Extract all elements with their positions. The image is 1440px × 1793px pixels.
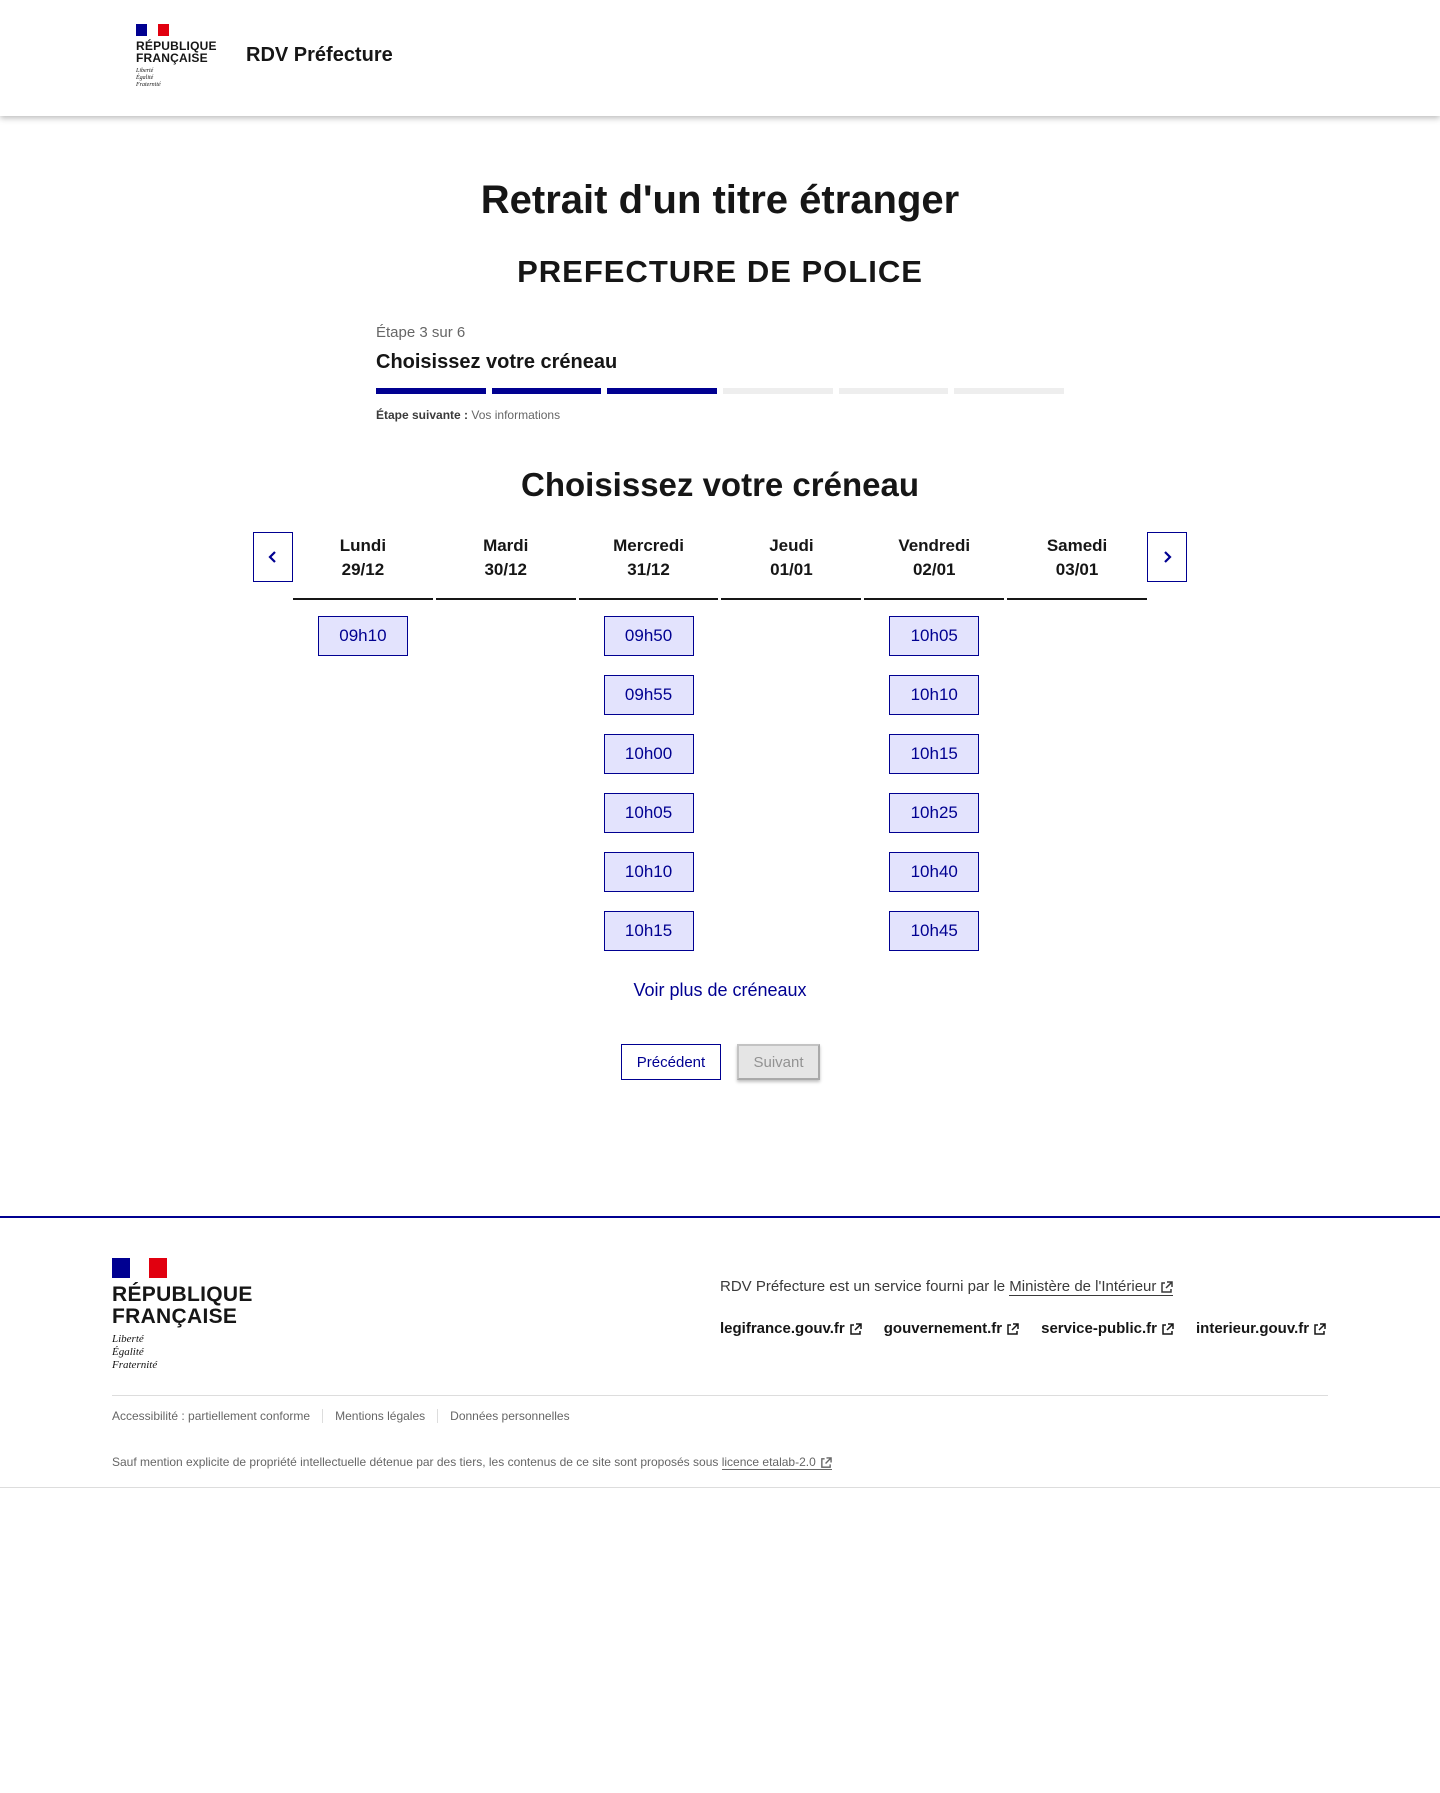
motto-liberte: Liberté <box>136 68 154 74</box>
motto-egalite: Égalité <box>136 75 154 81</box>
day-date: 01/01 <box>770 560 813 579</box>
footer-desc-text: RDV Préfecture est un service fourni par le <box>720 1278 1006 1295</box>
motto-fraternite: Fraternité <box>136 82 161 88</box>
day-column <box>436 532 576 951</box>
personal-data-link[interactable]: Données personnelles <box>450 1409 570 1423</box>
day-column <box>721 532 861 951</box>
step-count: Étape 3 sur 6 <box>376 324 466 341</box>
section-title: Choisissez votre créneau <box>521 466 919 503</box>
step-title: Choisissez votre créneau <box>376 351 618 373</box>
external-link-icon <box>1161 1323 1174 1336</box>
footer-logo[interactable] <box>112 1258 253 1372</box>
legal-mentions-link[interactable]: Mentions légales <box>335 1409 438 1423</box>
footer-link-label: interieur.gouv.fr <box>1196 1320 1310 1337</box>
footer-link-label: service-public.fr <box>1041 1320 1157 1337</box>
time-slot-button[interactable]: 09h50 <box>604 616 694 656</box>
service-name-link[interactable]: RDV Préfecture <box>246 44 393 66</box>
license-link-label: licence etalab-2.0 <box>721 1455 816 1469</box>
motto-liberte: Liberté <box>112 1333 144 1345</box>
logo-motto <box>136 68 216 89</box>
time-slot-button[interactable]: 10h10 <box>604 852 694 892</box>
next-days-button[interactable] <box>1147 532 1187 582</box>
footer-external-link[interactable] <box>1041 1320 1174 1337</box>
day-date: 30/12 <box>484 560 528 579</box>
time-slot-button[interactable]: 10h05 <box>889 616 979 656</box>
logo-text <box>136 40 216 64</box>
footer-link-label: legifrance.gouv.fr <box>720 1320 845 1337</box>
slot-list <box>293 600 433 656</box>
day-name: Mardi <box>483 536 529 555</box>
day-column <box>579 532 719 951</box>
step-bar <box>839 388 949 394</box>
ministry-link-label: Ministère de l'Intérieur <box>1009 1278 1157 1295</box>
external-link-icon <box>1160 1281 1173 1294</box>
chevron-right-icon <box>1161 550 1173 564</box>
footer-bottom-links <box>112 1409 594 1423</box>
step-next <box>376 408 1064 422</box>
day-header <box>864 532 1004 600</box>
slot-list <box>436 600 576 616</box>
footer-divider <box>112 1395 1328 1396</box>
footer-external-link[interactable] <box>1196 1320 1326 1337</box>
step-bar <box>607 388 717 394</box>
external-link-icon <box>1313 1323 1326 1336</box>
step-progress-bars <box>376 388 1064 394</box>
day-name: Samedi <box>1046 536 1108 555</box>
day-column <box>1007 532 1147 951</box>
time-slot-button[interactable]: 10h40 <box>889 852 979 892</box>
day-date: 02/01 <box>912 560 956 579</box>
day-header <box>293 532 433 600</box>
footer-link-label: gouvernement.fr <box>883 1320 1003 1337</box>
slot-list <box>1007 600 1147 616</box>
day-header <box>721 532 861 600</box>
license-link[interactable] <box>722 1455 832 1470</box>
day-name: Vendredi <box>898 536 971 555</box>
site-header <box>0 0 1440 116</box>
next-button: Suivant <box>737 1044 820 1080</box>
day-header <box>1007 532 1147 600</box>
page-title: Retrait d'un titre étranger <box>480 178 960 222</box>
day-column <box>864 532 1004 951</box>
step-bar <box>492 388 602 394</box>
french-flag-icon <box>112 1258 167 1278</box>
step-next-label: Étape suivante : <box>376 408 469 422</box>
motto-fraternite: Fraternité <box>112 1359 158 1371</box>
previous-button[interactable]: Précédent <box>621 1044 721 1080</box>
day-name: Jeudi <box>769 536 814 555</box>
footer-external-link[interactable] <box>884 1320 1019 1337</box>
stepper <box>376 324 1064 422</box>
time-slot-button[interactable]: 09h55 <box>604 675 694 715</box>
time-slot-button[interactable]: 10h00 <box>604 734 694 774</box>
day-header <box>436 532 576 600</box>
french-flag-icon <box>136 24 169 36</box>
day-name: Lundi <box>339 536 387 555</box>
time-slot-button[interactable]: 09h10 <box>318 616 408 656</box>
day-date: 03/01 <box>1055 560 1099 579</box>
footer-external-link[interactable] <box>720 1320 862 1337</box>
time-slot-button[interactable]: 10h45 <box>889 911 979 951</box>
republique-francaise-logo[interactable] <box>136 24 216 89</box>
footer-logo-text <box>112 1284 253 1328</box>
footer-logo-line-1: RÉPUBLIQUE <box>112 1283 253 1306</box>
footer-description <box>720 1278 1173 1295</box>
slot-list <box>864 600 1004 951</box>
site-footer <box>0 1216 1440 1488</box>
external-link-icon <box>849 1323 862 1336</box>
slot-list <box>721 600 861 616</box>
ministry-link[interactable] <box>1009 1278 1173 1296</box>
logo-line-1: RÉPUBLIQUE <box>136 39 217 53</box>
day-date: 29/12 <box>341 560 385 579</box>
day-column <box>293 532 433 951</box>
footer-motto <box>112 1333 253 1372</box>
time-slot-button[interactable]: 10h15 <box>889 734 979 774</box>
chevron-left-icon <box>267 550 279 564</box>
more-slots-link[interactable]: Voir plus de créneaux <box>633 980 807 1000</box>
step-bar <box>723 388 833 394</box>
step-bar <box>954 388 1064 394</box>
footer-links <box>720 1320 1326 1337</box>
previous-days-button[interactable] <box>253 532 293 582</box>
time-slot-button[interactable]: 10h10 <box>889 675 979 715</box>
step-bar <box>376 388 486 394</box>
page-subtitle: PREFECTURE DE POLICE <box>517 254 923 289</box>
footer-logo-line-2: FRANÇAISE <box>112 1305 238 1328</box>
external-link-icon <box>1006 1323 1019 1336</box>
external-link-icon <box>820 1457 832 1469</box>
time-slot-button[interactable]: 10h25 <box>889 793 979 833</box>
accessibility-link[interactable]: Accessibilité : partiellement conforme <box>112 1409 323 1423</box>
logo-line-2: FRANÇAISE <box>136 51 208 65</box>
motto-egalite: Égalité <box>112 1346 144 1358</box>
footer-license <box>112 1455 832 1469</box>
time-slot-button[interactable]: 10h15 <box>604 911 694 951</box>
slot-list <box>579 600 719 951</box>
day-date: 31/12 <box>627 560 670 579</box>
day-header <box>579 532 719 600</box>
time-slot-button[interactable]: 10h05 <box>604 793 694 833</box>
day-name: Mercredi <box>613 536 684 555</box>
calendar-days <box>293 532 1147 951</box>
step-next-value: Vos informations <box>471 408 561 422</box>
license-text: Sauf mention explicite de propriété intellectuelle détenue par des tiers, les contenus de ce site sont proposés sous <box>112 1455 719 1469</box>
